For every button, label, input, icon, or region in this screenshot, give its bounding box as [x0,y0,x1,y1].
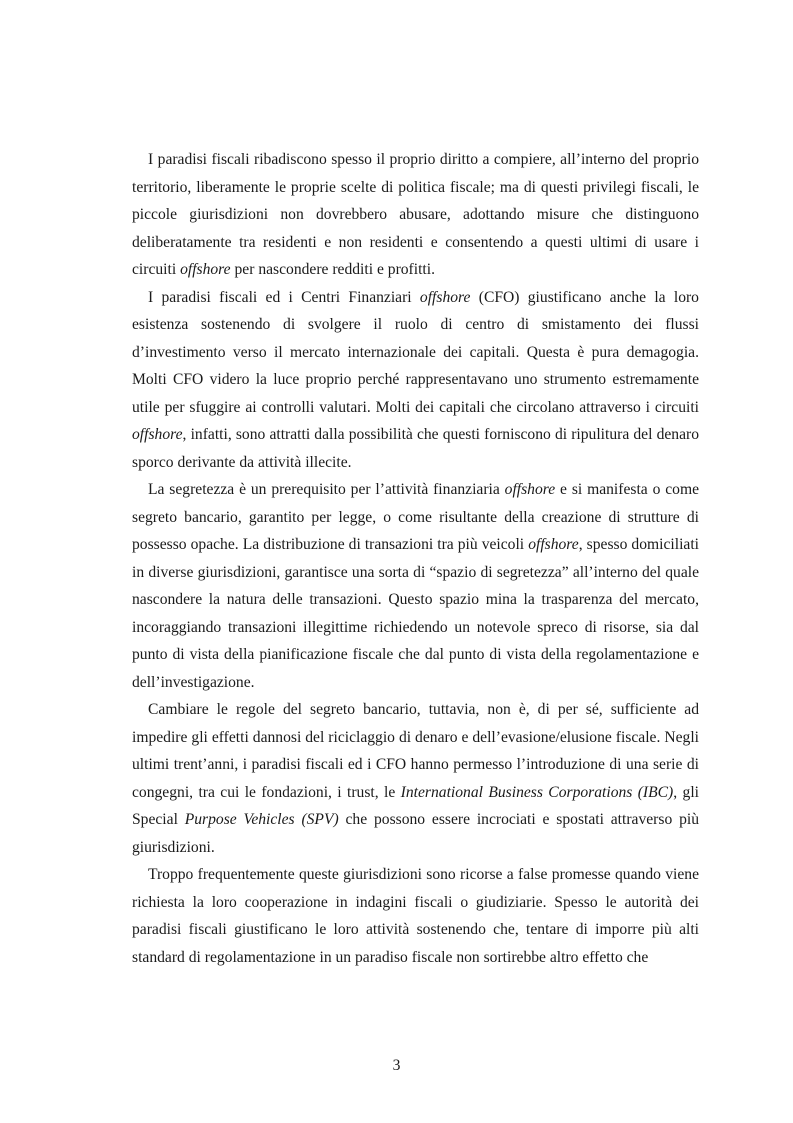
paragraph-text: e si manifesta o come segreto bancario, garantito per legge, o come risultante della creazione di strutture di possesso opache. La distribuzione di transazioni tra più veicoli [132,481,699,553]
paragraph-text: La segretezza è un prerequisito per l’attività finanziaria [148,481,505,498]
italic-term: offshore [180,261,231,278]
paragraph-text: , gli Special [132,783,699,828]
paragraph-text: , spesso domiciliati in diverse giurisdizioni, garantisce una sorta di “spazio di segretezza” all’interno del quale nascondere la natura delle transazioni. Questo spazio mina la trasparenza del mercato, incoraggiando transazioni illegittime richiedendo un notevole spreco di risorse, sia dal punto di vista della pianificazione fiscale che dal punto di vista della regolamentazione e dell’investigazione. [132,536,699,691]
paragraph-text: che possono essere incrociati e spostati attraverso più giurisdizioni. [132,811,699,856]
paragraph-3 [132,476,699,696]
paragraph-text: (CFO) giustificano anche la loro esistenza sostenendo di svolgere il ruolo di centro di smistamento dei flussi d’investimento verso il mercato internazionale dei capitali. Questa è pura demagogia. Molti CFO videro la luce proprio perché rappresentavano uno strumento estremamente utile per sfuggire ai controlli valutari. Molti dei capitali che circolano attraverso i circuiti [132,288,699,416]
paragraph-text: Troppo frequentemente queste giurisdizioni sono ricorse a false promesse quando viene richiesta la loro cooperazione in indagini fiscali o giudiziarie. Spesso le autorità dei paradisi fiscali giustificano le loro attività sostenendo che, tentare di imporre più alti standard di regolamentazione in un paradiso fiscale non sortirebbe altro effetto che [132,866,699,966]
paragraph-text: I paradisi fiscali ed i Centri Finanziari [148,288,420,306]
paragraph-text: , infatti, sono attratti dalla possibilità che questi forniscono di ripulitura del denaro sporco derivante da attività illecite. [132,426,699,471]
paragraph-2 [132,284,699,477]
italic-term: Purpose Vehicles (SPV) [184,811,339,828]
paragraph-text: I paradisi fiscali ribadiscono spesso il proprio diritto a compiere, all’interno del proprio territorio, liberamente le proprie scelte di politica fiscale; ma di questi privilegi fiscali, le piccole giurisdizioni non dovrebbero abusare, adottando misure che distinguono deliberatamente tra residenti e non residenti e consentendo a questi ultimi di usare i circuiti [132,151,699,278]
italic-term: offshore [419,288,471,306]
italic-term: offshore [504,481,556,498]
italic-term: offshore [132,426,183,443]
paragraph-4 [132,696,699,861]
paragraph-text: per nascondere redditi e profitti. [230,261,435,278]
paragraph-5 [132,861,699,971]
paragraph-1 [132,146,699,284]
paragraph-text: Cambiare le regole del segreto bancario, tuttavia, non è, di per sé, sufficiente ad impedire gli effetti dannosi del riciclaggio di denaro e dell’evasione/elusione fiscale. Negli ultimi trent’anni, i paradisi fiscali ed i CFO hanno permesso l’introduzione di una serie di congegni, tra cui le fondazioni, i trust, le [132,701,699,801]
italic-term: offshore [528,536,579,553]
italic-term: International Business Corporations (IBC) [400,783,674,801]
document-body [132,146,699,971]
page-number: 3 [392,1057,401,1074]
